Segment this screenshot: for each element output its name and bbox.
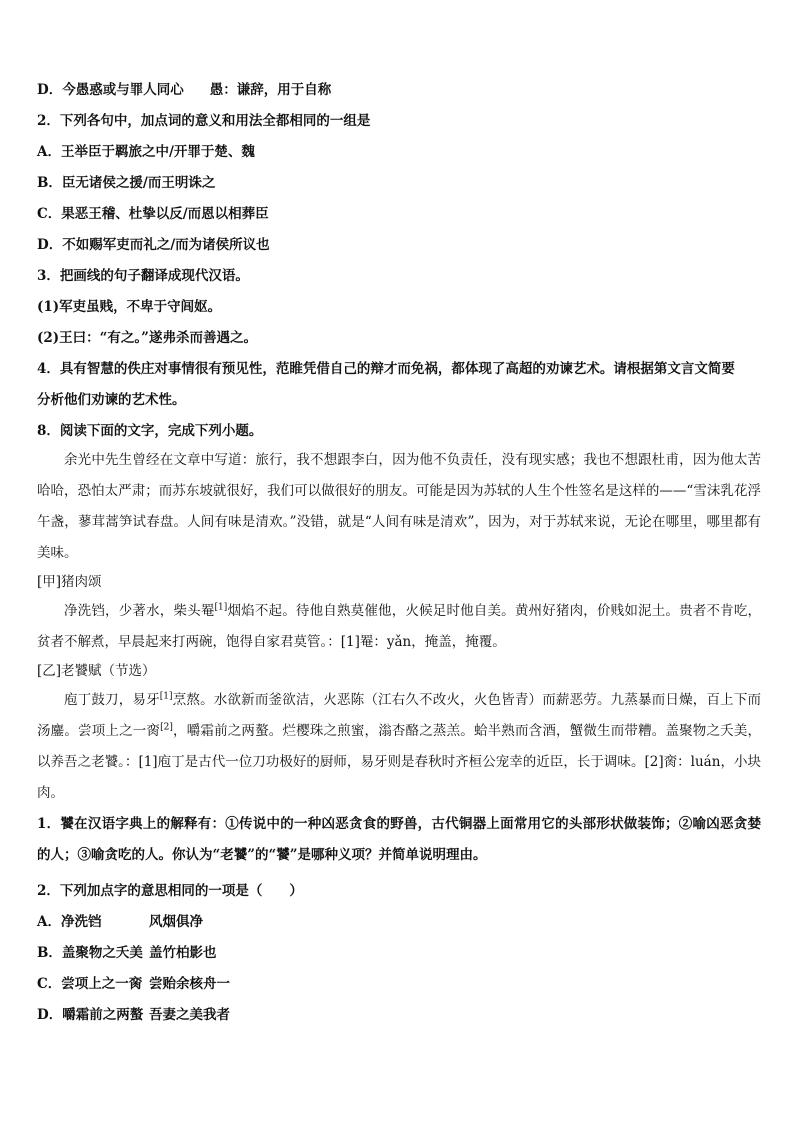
footnote-ref-1: [1] bbox=[214, 602, 228, 613]
q8-sub2-option-c bbox=[37, 974, 761, 994]
poem-jia-title: [甲]猪肉颂 bbox=[37, 574, 102, 590]
fu-yi-text-part-1: 庖丁鼓刀，易牙 bbox=[64, 692, 160, 708]
fu-yi-text-part-3: ，嚼霜前之两螯。烂樱珠之煎蜜，滃杏酪之蒸羔。蛤半熟而含酒，蟹微生而带糟。盖聚物之夭美，以养吾之老饕。：[1]庖丁是古代一位刀功极好的厨师，易牙则是春秋时齐桓公宠幸的近臣，长于调味。[2]脔：luán，小块肉。 bbox=[37, 723, 762, 801]
q8-sub-question-1: 1．饕在汉语字典上的解释有：①传说中的一种凶恶贪食的野兽，古代铜器上面常用它的头部形状做装饰；②喻凶恶贪婪的人；③喻贪吃的人。你认为“老饕”的“饕”是哪种义项？并简单说明理由。 bbox=[37, 816, 761, 863]
option-d-left: D．嚼霜前之两螯 bbox=[37, 1007, 144, 1023]
q1-option-d-label: D．今愚惑或与罪人同心 bbox=[37, 82, 184, 98]
option-d-right: 吾妻之美我者 bbox=[149, 1007, 230, 1023]
q8-sub-question-2-stem: 2．下列加点字的意思相同的一项是（ ） bbox=[37, 883, 303, 899]
q3-stem: 3．把画线的句子翻译成现代汉语。 bbox=[37, 268, 249, 284]
fu-yi-title: [乙]老饕赋（节选） bbox=[37, 663, 156, 679]
poem-jia-text bbox=[37, 596, 761, 658]
q3-item-1: (1)军吏虽贱，不卑于守闾妪。 bbox=[37, 299, 222, 315]
q8-intro-passage: 余光中先生曾经在文章中写道：旅行，我不想跟李白，因为他不负责任，没有现实感；我也不想跟杜甫，因为他太苦哈哈，恐怕太严肃；而苏东坡就很好，我们可以做很好的朋友。可能是因为苏轼的人生个性签名是这样的——“雪沫乳花浮午盏，蓼茸蒿笋试春盘。人间有味是清欢。”没错，就是“人间有味是清欢”，因为，对于苏轼来说，无论在哪里，哪里都有美味。 bbox=[37, 452, 761, 561]
option-b-right: 盖竹柏影也 bbox=[149, 945, 217, 961]
q2-stem: 2．下列各句中，加点词的意义和用法全都相同的一组是 bbox=[37, 113, 371, 129]
q2-option-a: A．王举臣于羁旅之中/开罪于楚、魏 bbox=[37, 144, 255, 160]
q4-stem-line-1: 4．具有智慧的佚庄对事情很有预见性，范睢凭借自己的辩才而免祸，都体现了高超的劝谏艺术。请根据第文言文简要 bbox=[37, 361, 735, 377]
fu-yi-text bbox=[37, 685, 761, 809]
fu-yi-text-part-2: 烹熬。水欲新而釜欲洁，火恶陈（江右久不改火，火色皆青）而薪恶劳。九蒸暴而日燥，百上下而汤鏖。尝项上之一脔 bbox=[37, 692, 762, 739]
q2-option-d: D．不如赐军吏而礼之/而为诸侯所议也 bbox=[37, 237, 270, 253]
option-c-left: C．尝项上之一脔 bbox=[37, 976, 143, 992]
footnote-ref-2: [2] bbox=[160, 722, 173, 733]
q8-stem: 8．阅读下面的文字，完成下列小题。 bbox=[37, 423, 263, 439]
poem-jia-text-part-2: 烟焰不起。待他自熟莫催他，火候足时他自美。黄州好猪肉，价贱如泥土。贵者不肯吃，贫者不解煮，早晨起来打两碗，饱得自家君莫管。：[1]罨：yǎn，掩盖，掩覆。 bbox=[37, 603, 762, 650]
q8-sub2-option-b bbox=[37, 943, 761, 963]
q3-item-2: (2)王曰：“有之。”遂弗杀而善遇之。 bbox=[37, 330, 257, 346]
poem-jia-text-part-1: 净洗铛，少著水，柴头罨 bbox=[64, 603, 215, 619]
footnote-ref-1: [1] bbox=[159, 691, 173, 702]
q8-sub2-option-a bbox=[37, 912, 761, 932]
q1-option-d-note: 愚：谦辞，用于自称 bbox=[209, 82, 332, 98]
option-a-right: 风烟俱净 bbox=[149, 914, 203, 930]
document-page bbox=[37, 76, 761, 1025]
q1-option-d bbox=[37, 80, 761, 100]
option-b-left: B．盖聚物之夭美 bbox=[37, 945, 143, 961]
q2-option-c: C．果恶王稽、杜挚以反/而恩以相葬臣 bbox=[37, 206, 269, 222]
option-a-left: A．净洗铛 bbox=[37, 914, 102, 930]
q4-stem-line-2: 分析他们劝谏的艺术性。 bbox=[37, 392, 186, 408]
option-c-right: 尝贻余核舟一 bbox=[149, 976, 230, 992]
q2-option-b: B．臣无诸侯之援/而王明诛之 bbox=[37, 175, 216, 191]
q8-sub2-option-d bbox=[37, 1005, 761, 1025]
